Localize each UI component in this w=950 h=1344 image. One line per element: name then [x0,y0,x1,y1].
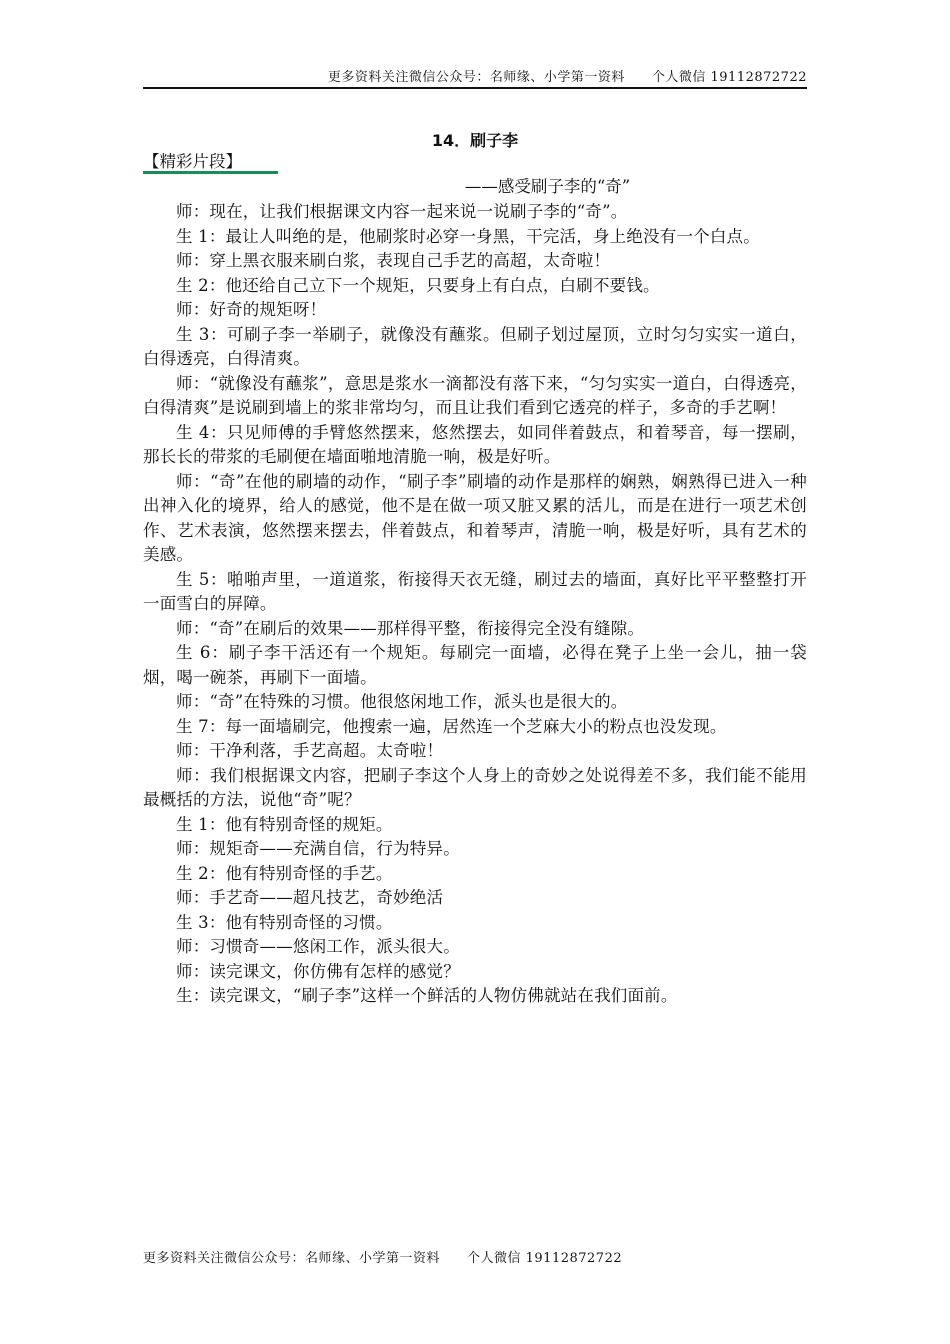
paragraph: 师：我们根据课文内容，把刷子李这个人身上的奇妙之处说得差不多，我们能不能用最概括的方法，说他“奇”呢？ [143,765,807,809]
paragraph: 生：读完课文，“刷子李”这样一个鲜活的人物仿佛就站在我们面前。 [176,986,678,1005]
paragraph: 师：读完课文，你仿佛有怎样的感觉？ [176,961,460,981]
page-footer: 更多资料关注微信公众号：名师缘、小学第一资料 个人微信 19112872722 [143,1251,623,1266]
paragraph: 师：穿上黑衣服来刷白浆，表现自己手艺的高超，太奇啦！ [176,251,611,270]
paragraph: 师：好奇的规矩呀！ [176,300,327,319]
page-title: 14．刷子李 [431,131,519,150]
paragraph: 师：手艺奇——超凡技艺，奇妙绝活 [176,888,444,907]
section-label: 【精彩片段】 [143,152,242,171]
paragraph: 生 3：他有特别奇怪的习惯。 [176,912,393,932]
paragraph: 师：“奇”在特殊的习惯。他很悠闲地工作，派头也是很大的。 [176,692,628,711]
paragraph: 师：干净利落，手艺高超。太奇啦！ [176,741,444,760]
paragraph: 生 2：他还给自己立下一个规矩，只要身上有白点，白刷不要钱。 [176,275,660,295]
section-underline [143,171,278,174]
paragraph: 师：现在，让我们根据课文内容一起来说一说刷子李的“奇”。 [176,202,628,221]
dialogue-content [143,200,807,1009]
paragraph: 生 1：他有特别奇怪的规矩。 [176,814,393,834]
subtitle: ——感受刷子李的“奇” [464,177,631,196]
paragraph: 师：“奇”在他的刷墙的动作，“刷子李”刷墙的动作是那样的娴熟，娴熟得已进入一种出神入化的境界，给人的感觉，他不是在做一项又脏又累的活儿，而是在进行一项艺术创作、艺术表演，悠然摆来摆去，伴着鼓点，和着琴声，清脆一响，极是好听，具有艺术的美感。 [143,471,807,564]
paragraph: 生 4：只见师傅的手臂悠然摆来，悠然摆去，如同伴着鼓点，和着琴音，每一摆刷，那长长的带浆的毛刷便在墙面啪地清脆一响，极是好听。 [143,422,807,466]
paragraph: 生 1：最让人叫绝的是，他刷浆时必穿一身黑，干完活，身上绝没有一个白点。 [176,226,760,246]
paragraph: 师：习惯奇——悠闲工作，派头很大。 [176,937,460,956]
paragraph: 生 3：可刷子李一举刷子，就像没有蘸浆。但刷子划过屋顶，立时匀匀实实一道白，白得透亮，白得清爽。 [143,324,807,368]
page-header: 更多资料关注微信公众号：名师缘、小学第一资料 个人微信 19112872722 [327,70,807,85]
paragraph: 师：“就像没有蘸浆”，意思是浆水一滴都没有落下来，“匀匀实实一道白，白得透亮，白得清爽”是说刷到墙上的浆非常均匀，而且让我们看到它透亮的样子，多奇的手艺啊！ [143,373,807,417]
header-rule [143,87,807,89]
paragraph: 师：“奇”在刷后的效果——那样得平整，衔接得完全没有缝隙。 [176,618,645,638]
paragraph: 生 6：刷子李干活还有一个规矩。每刷完一面墙，必得在凳子上坐一会儿，抽一袋烟，喝一碗茶，再刷下一面墙。 [143,643,807,687]
paragraph: 生 7：每一面墙刷完，他搜索一遍，居然连一个芝麻大小的粉点也没发现。 [176,716,727,736]
paragraph: 师：规矩奇——充满自信，行为特异。 [176,839,460,858]
paragraph: 生 2：他有特别奇怪的手艺。 [176,863,393,883]
paragraph: 生 5：啪啪声里，一道道浆，衔接得天衣无缝，刷过去的墙面，真好比平平整整打开一面雪白的屏障。 [143,569,807,613]
